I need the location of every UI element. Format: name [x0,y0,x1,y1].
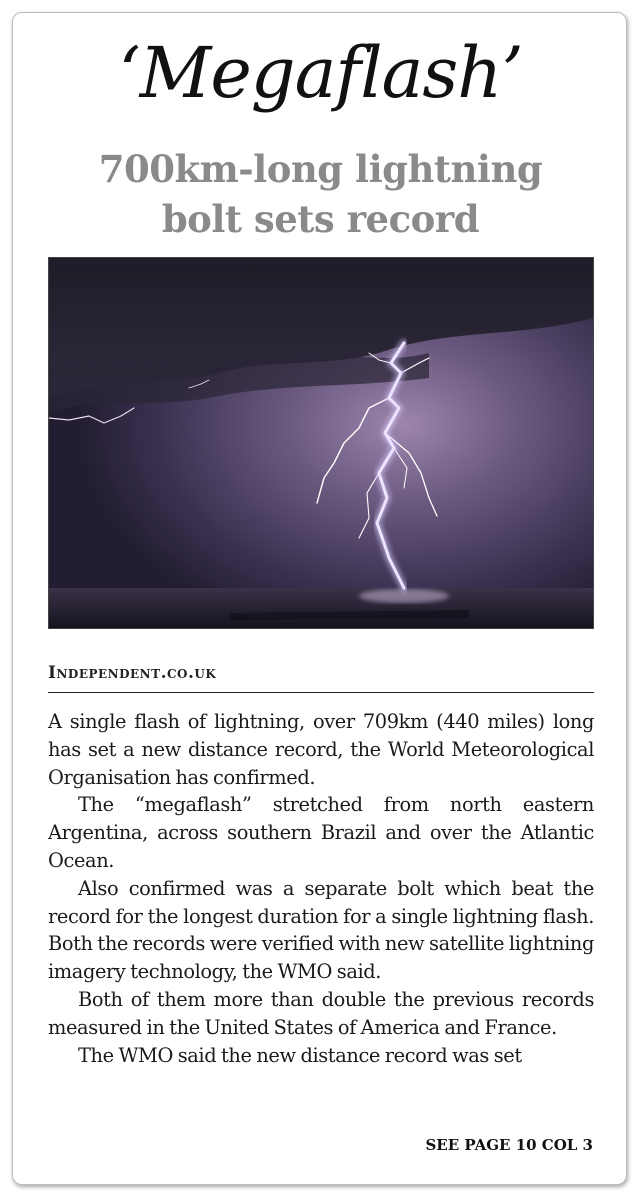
body-paragraph: The “megaflash” stretched from north eastern Argentina, across southern Brazil and over the Atlantic Ocean. [48,793,594,872]
source-credit: Independent.co.uk [48,663,217,683]
lightning-photo [48,257,594,629]
body-paragraph: The WMO said the new distance record was set [78,1043,522,1067]
body-paragraph: A single flash of lightning, over 709km (440 miles) long has set a new distance record, the World Meteorological Organisation has confirmed. [48,710,594,789]
subheadline [0,144,641,244]
lightning-photo-image [49,258,593,628]
continuation-link[interactable]: SEE PAGE 10 COL 3 [425,1136,593,1154]
divider-rule [48,692,594,693]
subheadline-line-1: 700km-long lightning [98,147,543,191]
headline: ‘Megaflash’ [118,32,523,114]
article-body [48,708,594,1069]
body-paragraph: Also confirmed was a separate bolt which beat the record for the longest duration for a single lightning flash. Both the records were verified with new satellite lightning imagery technology, the WMO said. [48,876,594,984]
subheadline-line-2: bolt sets record [161,197,480,241]
body-paragraph: Both of them more than double the previous records measured in the United States of America and France. [48,987,594,1039]
